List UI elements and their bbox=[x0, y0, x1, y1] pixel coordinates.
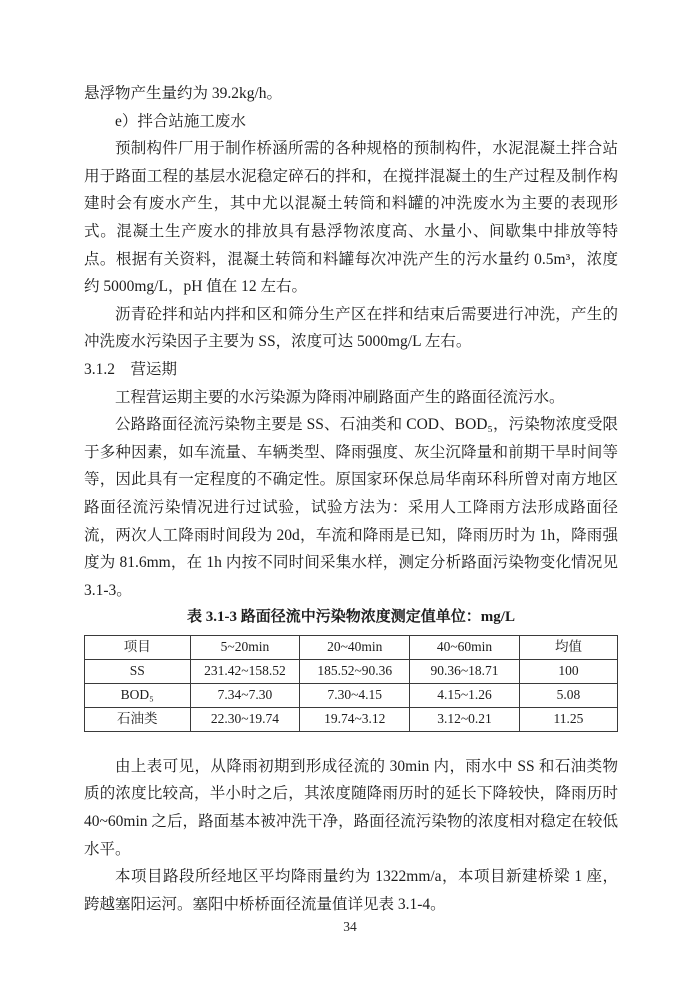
table-cell: 7.34~7.30 bbox=[190, 683, 300, 707]
table-cell: 185.52~90.36 bbox=[300, 659, 410, 683]
page-number: 34 bbox=[343, 919, 357, 934]
paragraph-suspended-solids-continuation: 悬浮物产生量约为 39.2kg/h。 bbox=[84, 85, 283, 102]
paragraph-rainfall-bridge: 本项目路段所经地区平均降雨量约为 1322mm/a，本项目新建桥梁 1 座，跨越塞阳运河。塞阳中桥桥面径流量值详见表 3.1-4。 bbox=[84, 868, 618, 913]
table-cell: 90.36~18.71 bbox=[410, 659, 520, 683]
table-cell: BOD₅ bbox=[85, 683, 191, 707]
table-row-ss bbox=[85, 659, 618, 683]
table-cell: 11.25 bbox=[519, 707, 617, 731]
table-cell: 100 bbox=[519, 659, 617, 683]
paragraph-road-runoff-test: 公路路面径流污染物主要是 SS、石油类和 COD、BOD₅，污染物浓度受限于多种因素，如车流量、车辆类型、降雨强度、灰尘沉降量和前期干旱时间等等，因此具有一定程度的不确定性。原国家环保总局华南环科所曾对南方地区路面径流污染情况进行过试验，试验方法为：采用人工降雨方法形成路面径流，两次人工降雨时间段为 20d，车流和降雨是已知，降雨历时为 1h，降雨强度为 81.6mm，在 1h 内按不同时间采集水样，测定分析路面污染物变化情况见 3.1-3。 bbox=[84, 416, 618, 599]
table-row-petroleum bbox=[85, 707, 618, 731]
table-cell: 5.08 bbox=[519, 683, 617, 707]
section-heading-3-1-2: 3.1.2 营运期 bbox=[84, 360, 178, 378]
paragraph-operation-period: 工程营运期主要的水污染源为降雨冲刷路面产生的路面径流污水。 bbox=[115, 388, 565, 406]
list-item-e-heading: e）拌合站施工废水 bbox=[115, 112, 246, 130]
table-cell: 3.12~0.21 bbox=[410, 707, 520, 731]
table-cell: SS bbox=[85, 659, 191, 683]
table-header-row bbox=[85, 635, 618, 659]
table-cell: 231.42~158.52 bbox=[190, 659, 300, 683]
table-row-bod5 bbox=[85, 683, 618, 707]
table-header-5-20min: 5~20min bbox=[190, 635, 300, 659]
table-caption: 表 3.1-3 路面径流中污染物浓度测定值单位：mg/L bbox=[187, 609, 515, 626]
table-header-20-40min: 20~40min bbox=[300, 635, 410, 659]
table-cell: 22.30~19.74 bbox=[190, 707, 300, 731]
paragraph-precast-mixing-station: 预制构件厂用于制作桥涵所需的各种规格的预制构件，水泥混凝土拌合站用于路面工程的基层水泥稳定碎石的拌和，在搅拌混凝土的生产过程及制作构建时会有废水产生，其中尤以混凝土转筒和料罐的冲洗废水为主要的表现形式。混凝土生产废水的排放具有悬浮物浓度高、水量小、间歇集中排放等特点。根据有关资料，混凝土转筒和料罐每次冲洗产生的污水量约 0.5m³，浓度约 5000mg/L，pH 值在 12 左右。 bbox=[84, 140, 618, 296]
page-body bbox=[84, 80, 618, 918]
table-header-40-60min: 40~60min bbox=[410, 635, 520, 659]
table-cell: 4.15~1.26 bbox=[410, 683, 520, 707]
table-cell: 7.30~4.15 bbox=[300, 683, 410, 707]
paragraph-runoff-conclusion: 由上表可见，从降雨初期到形成径流的 30min 内，雨水中 SS 和石油类物质的浓度比较高，半小时之后，其浓度随降雨历时的延长下降较快，降雨历时 40~60min 之后，路面基本被冲洗干净，路面径流污染物的浓度相对稳定在较低水平。 bbox=[84, 757, 618, 858]
paragraph-asphalt-station-wash: 沥青砼拌和站内拌和区和筛分生产区在拌和结束后需要进行冲洗，产生的冲洗废水污染因子主要为 SS，浓度可达 5000mg/L 左右。 bbox=[84, 305, 618, 351]
table-header-average: 均值 bbox=[519, 635, 617, 659]
table-cell: 石油类 bbox=[85, 707, 191, 731]
table-cell: 19.74~3.12 bbox=[300, 707, 410, 731]
pollutant-concentration-table bbox=[84, 635, 618, 732]
table-header-item: 项目 bbox=[85, 635, 191, 659]
